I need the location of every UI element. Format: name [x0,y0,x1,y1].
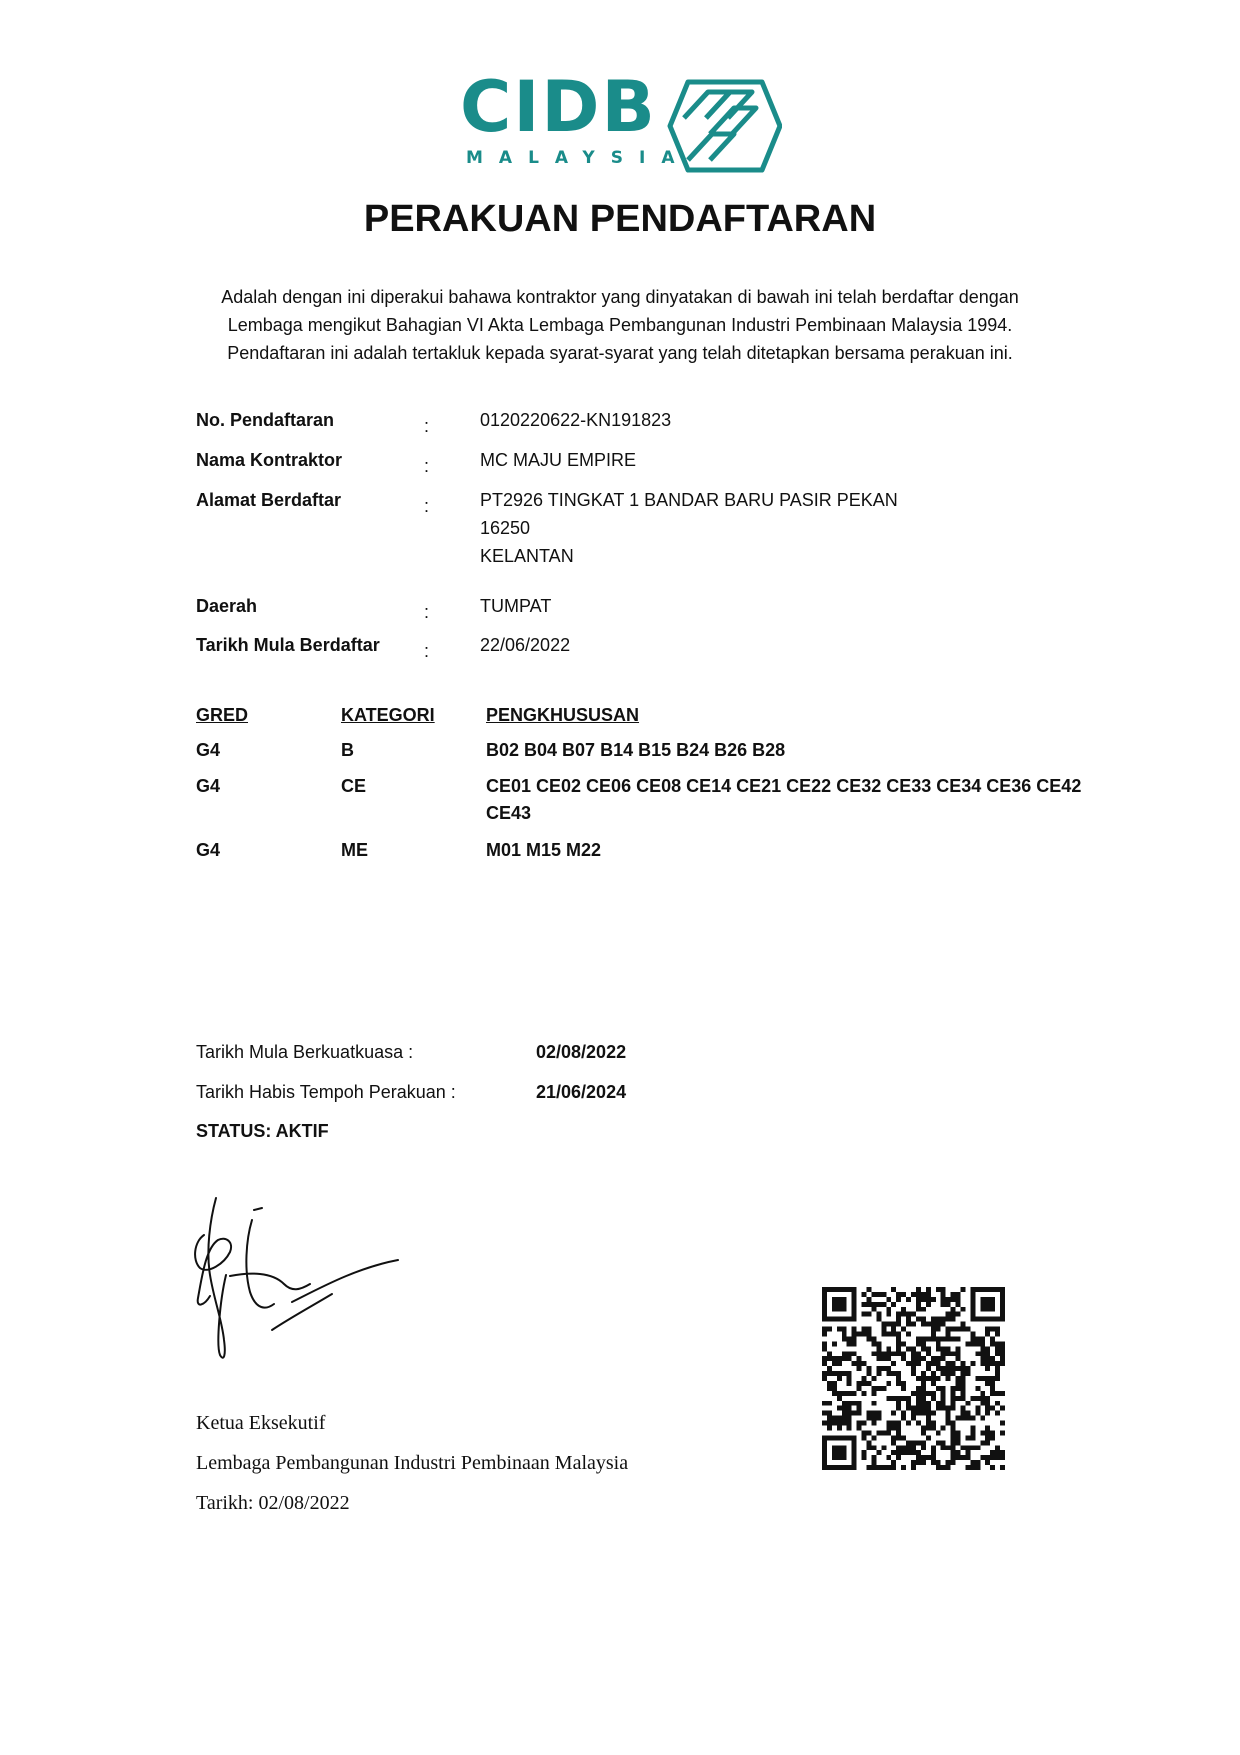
logo-wordmark: CIDB [460,66,657,148]
colon: : [424,456,430,476]
grade-cell: G4 [196,776,221,796]
expiry-date-label: Tarikh Habis Tempoh Perakuan : [196,1082,456,1102]
colon: : [424,496,430,516]
contractor-name-value: MC MAJU EMPIRE [480,450,637,470]
status-text: STATUS: AKTIF [196,1121,329,1141]
specialization-header: PENGKHUSUSAN [486,705,640,725]
start-date-value: 22/06/2022 [480,635,571,655]
signatory-date: Tarikh: 02/08/2022 [196,1492,350,1514]
specialization-cell: M01 M15 M22 [486,840,602,860]
effective-date-value: 02/08/2022 [536,1042,627,1062]
district-label: Daerah [196,596,258,616]
category-cell: ME [341,840,368,860]
cidb-logo [460,66,800,178]
intro-line: Pendaftaran ini adalah tertakluk kepada syarat-syarat yang telah ditetapkan bersama perakuan ini. [227,343,1013,363]
specialization-line: CE01 CE02 CE06 CE08 CE14 CE21 CE22 CE32 CE33 CE34 CE36 CE42 [486,776,1082,796]
page-title: PERAKUAN PENDAFTARAN [363,198,877,240]
specialization-cell: B02 B04 B07 B14 B15 B24 B26 B28 [486,740,786,760]
address-line: 16250 [480,518,531,538]
registration-no-label: No. Pendaftaran [196,410,335,430]
grade-header: GRED [196,705,249,725]
address-line: KELANTAN [480,546,574,566]
signatory-role: Ketua Eksekutif [196,1412,326,1434]
grade-cell: G4 [196,740,221,760]
colon: : [424,602,430,622]
grade-cell: G4 [196,840,221,860]
cidb-hexagon-icon [658,78,782,174]
category-header: KATEGORI [341,705,435,725]
signatory-organization: Lembaga Pembangunan Industri Pembinaan Malaysia [196,1452,629,1474]
category-cell: B [341,740,354,760]
effective-date-label: Tarikh Mula Berkuatkuasa : [196,1042,414,1062]
address-label: Alamat Berdaftar [196,490,342,510]
colon: : [424,641,430,661]
address-value [480,486,898,570]
registration-no-value: 0120220622-KN191823 [480,410,672,430]
signature-image [180,1180,420,1380]
start-date-label: Tarikh Mula Berdaftar [196,635,380,655]
intro-line: Adalah dengan ini diperakui bahawa kontraktor yang dinyatakan di bawah ini telah berdaftar dengan [221,287,1019,307]
category-cell: CE [341,776,367,796]
intro-paragraph [150,283,1090,367]
logo-subtitle: MALAYSIA [466,148,691,168]
specialization-cell [486,773,1136,827]
intro-line: Lembaga mengikut Bahagian VI Akta Lembaga Pembangunan Industri Pembinaan Malaysia 1994. [227,315,1013,335]
colon: : [424,416,430,436]
district-value: TUMPAT [480,596,552,616]
specialization-line: CE43 [486,803,532,823]
qr-code-icon [822,1287,1005,1470]
expiry-date-value: 21/06/2024 [536,1082,627,1102]
contractor-name-label: Nama Kontraktor [196,450,343,470]
address-line: PT2926 TINGKAT 1 BANDAR BARU PASIR PEKAN [480,490,898,510]
